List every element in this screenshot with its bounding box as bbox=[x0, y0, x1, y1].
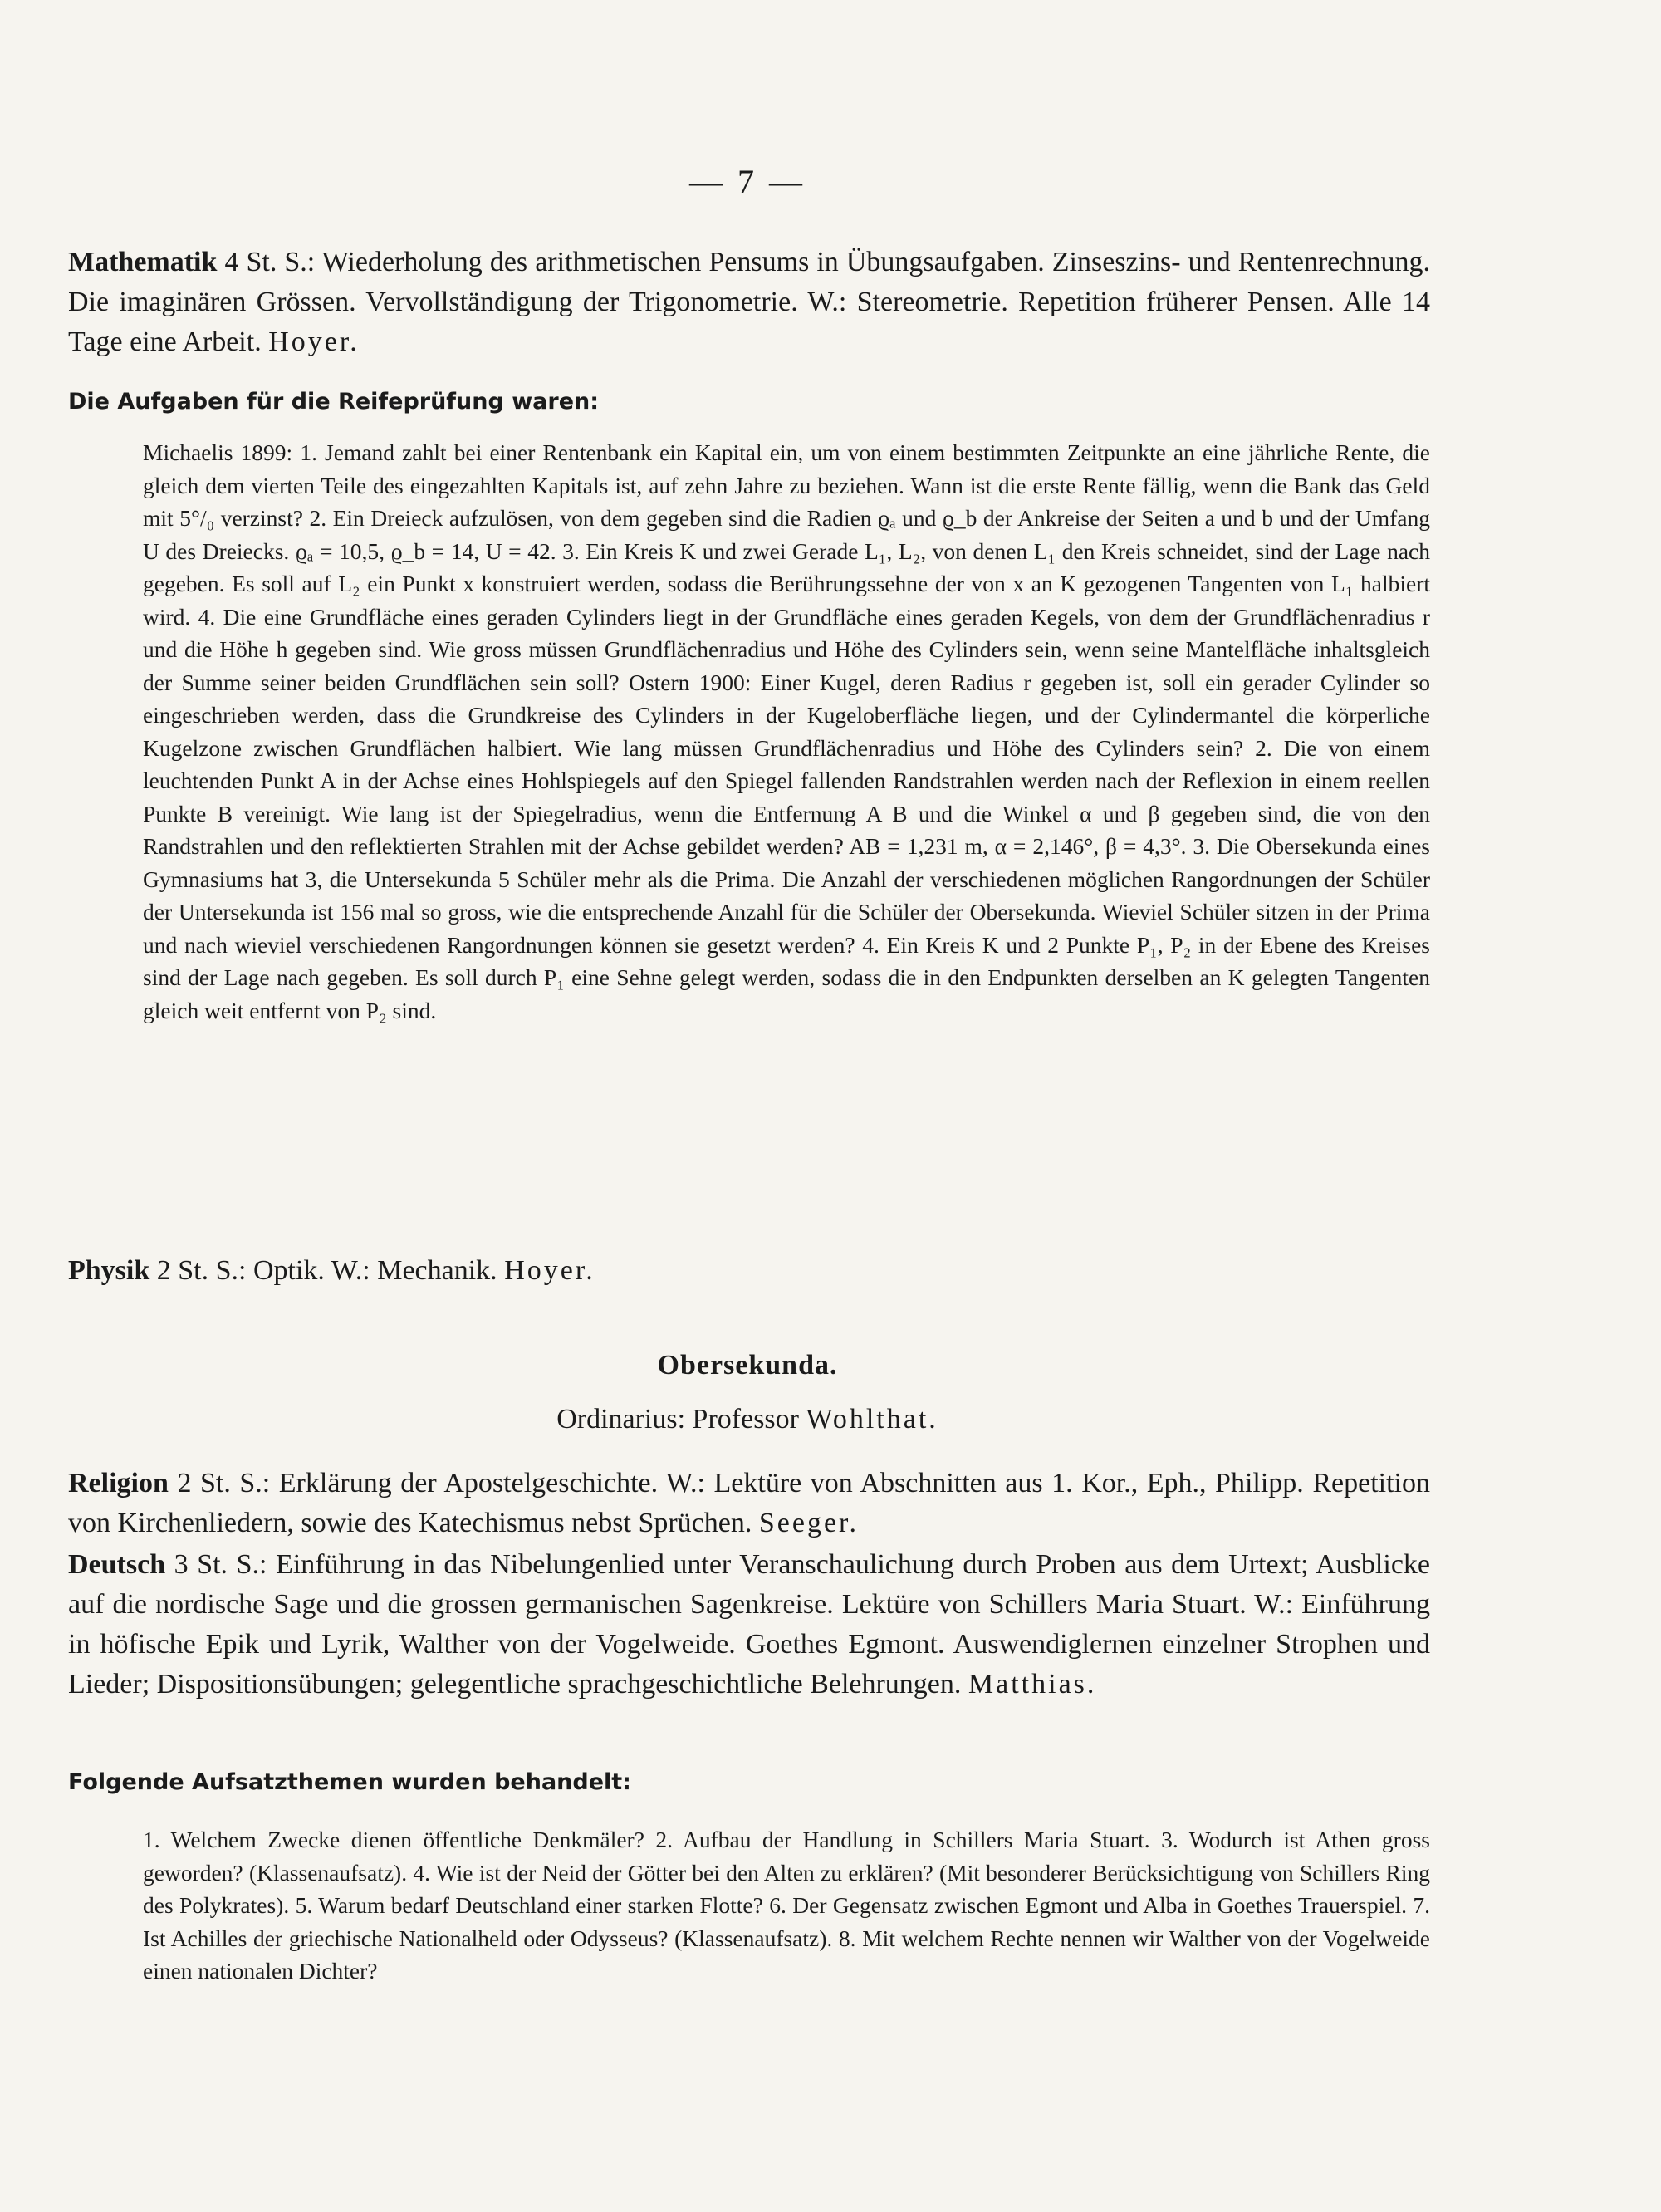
religion-teacher: Seeger. bbox=[758, 1508, 859, 1538]
ordinarius-name: Wohlthat. bbox=[806, 1404, 938, 1435]
reifepruefung-heading: Die Aufgaben für die Reifeprüfung waren: bbox=[68, 389, 600, 414]
physik-text: 2 St. S.: Optik. W.: Mechanik. bbox=[149, 1255, 505, 1286]
physik-teacher: Hoyer. bbox=[504, 1255, 595, 1286]
deutsch-heading: Deutsch bbox=[68, 1549, 166, 1580]
physik-heading: Physik bbox=[68, 1255, 150, 1286]
religion-section bbox=[68, 1464, 1430, 1543]
aufsatz-topics: 1. Welchem Zwecke dienen öffentliche Denkmäler? 2. Aufbau der Handlung in Schillers Maria Stuart. 3. Wodurch ist Athen gross geworden? (Klassenaufsatz). 4. Wie ist der Neid der Götter bei den Alten zu erklären? (Mit besonderer Berücksichtigung von Schillers Ring des Polykrates). 5. Warum bedarf Deutschland einer starken Flotte? 6. Der Gegensatz zwischen Egmont und Alba in Goethes Trauerspiel. 7. Ist Achilles der griechische Nationalheld oder Odysseus? (Klassenaufsatz). 8. Mit welchem Rechte nennen wir Walther von der Vogelweide einen nationalen Dichter? bbox=[143, 1827, 1430, 1984]
deutsch-teacher: Matthias. bbox=[968, 1669, 1097, 1699]
religion-heading: Religion bbox=[68, 1468, 169, 1498]
deutsch-text: 3 St. S.: Einführung in das Nibelungenlied unter Veranschaulichung durch Proben aus dem Urtext; Ausblicke auf die nordische Sage und die grossen germanischen Sagenkreise. Lektüre von Schillers Maria Stuart. W.: Einführung in höfische Epik und Lyrik, Walther von der Vogelweide. Goethes Egmont. Auswendiglernen einzelner Strophen und Lieder; Dispositionsübungen; gelegentliche sprachgeschichtliche Belehrungen. bbox=[68, 1549, 1430, 1699]
mathematik-section bbox=[68, 243, 1430, 362]
reifepruefung-tasks: Michaelis 1899: 1. Jemand zahlt bei einer Rentenbank ein Kapital ein, um von einem bestimmten Zeitpunkte an eine jährliche Rente, die gleich dem vierten Teile des eingezahlten Kapitals ist, auf zehn Jahre zu beziehen. Wann ist die erste Rente fällig, wenn die Bank das Geld mit 5°/₀ verzinst? 2. Ein Dreieck aufzulösen, von dem gegeben sind die Radien ϱₐ und ϱ_b der Ankreise der Seiten a und b und der Umfang U des Dreiecks. ϱₐ = 10,5, ϱ_b = 14, U = 42. 3. Ein Kreis K und zwei Gerade L₁, L₂, von denen L₁ den Kreis schneidet, sind der Lage nach gegeben. Es soll auf L₂ ein Punkt x konstruiert werden, sodass die Berührungssehne der von x an K gezogenen Tangenten von L₁ halbiert wird. 4. Die eine Grundfläche eines geraden Cylinders liegt in der Grundfläche eines geraden Kegels, von dem der Grundflächenradius r und die Höhe h gegeben sind. Wie gross müssen Grundflächenradius und Höhe des Cylinders sein, wenn seine Mantelfläche inhaltsgleich der Summe seiner beiden Grundflächen sein soll? Ostern 1900: Einer Kugel, deren Radius r gegeben ist, soll ein gerader Cylinder so eingeschrieben werden, dass die Grundkreise des Cylinders in der Kugeloberfläche liegen, und der Cylindermantel die körperliche Kugelzone zwischen Grundflächen halbiert. Wie lang müssen Grundflächenradius und Höhe des Cylinders sein? 2. Die von einem leuchtenden Punkt A in der Achse eines Hohlspiegels auf den Spiegel fallenden Randstrahlen werden nach der Reflexion in einem reellen Punkte B vereinigt. Wie lang ist der Spiegelradius, wenn die Entfernung A B und die Winkel α und β gegeben sind, die von den Randstrahlen und den reflektierten Strahlen mit der Achse gebildet werden? AB = 1,231 m, α = 2,146°, β = 4,3°. 3. Die Obersekunda eines Gymnasiums hat 3, die Untersekunda 5 Schüler mehr als die Prima. Die Anzahl der verschiedenen möglichen Rangordnungen der Schüler der Untersekunda ist 156 mal so gross, wie die entsprechende Anzahl für die Schüler der Obersekunda. Wieviel Schüler sitzen in der Prima und nach wieviel verschiedenen Rangordnungen können sie gesetzt werden? 4. Ein Kreis K und 2 Punkte P₁, P₂ in der Ebene des Kreises sind der Lage nach gegeben. Es soll durch P₁ eine Sehne gelegt werden, sodass die in den Endpunkten derselben an K gelegten Tangenten gleich weit entfernt von P₂ sind. bbox=[143, 439, 1430, 1023]
page-number: — 7 — bbox=[689, 163, 806, 200]
ordinarius-label: Ordinarius: Professor bbox=[556, 1404, 806, 1435]
ordinarius-line bbox=[0, 1404, 1495, 1435]
mathematik-text: 4 St. S.: Wiederholung des arithmetischen Pensums in Übungsaufgaben. Zinseszins- und Rentenrechnung. Die imaginären Grössen. Vervollständigung der Trigonometrie. W.: Stereometrie. Repetition früherer Pensen. Alle 14 Tage eine Arbeit. bbox=[68, 247, 1430, 357]
deutsch-section bbox=[68, 1545, 1430, 1704]
physik-section bbox=[68, 1251, 1430, 1291]
religion-text: 2 St. S.: Erklärung der Apostelgeschichte. W.: Lektüre von Abschnitten aus 1. Kor., Eph., Philipp. Repetition von Kirchenliedern, sowie des Katechismus nebst Sprüchen. bbox=[68, 1468, 1430, 1538]
aufsatz-heading: Folgende Aufsatzthemen wurden behandelt: bbox=[68, 1769, 631, 1795]
mathematik-heading: Mathematik bbox=[68, 247, 218, 277]
mathematik-teacher: Hoyer. bbox=[268, 326, 360, 357]
obersekunda-heading: Obersekunda. bbox=[657, 1350, 838, 1381]
